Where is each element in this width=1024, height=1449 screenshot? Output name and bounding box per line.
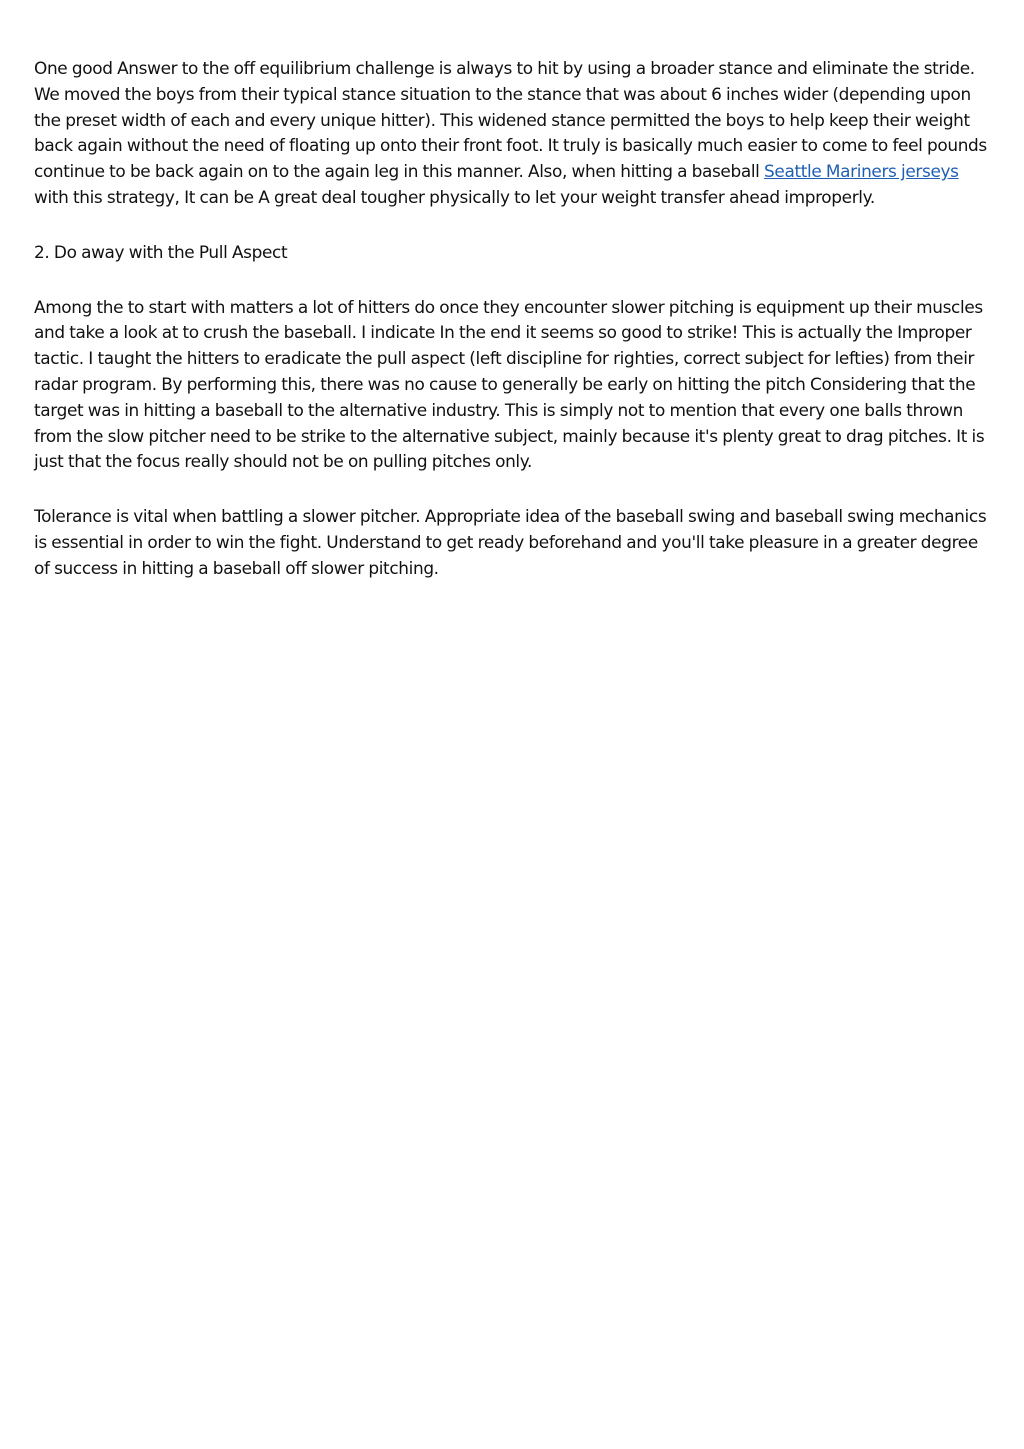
section-heading-pull-aspect: 2. Do away with the Pull Aspect (34, 241, 288, 262)
paragraph-stance-text-before: One good Answer to the off equilibrium challenge is always to hit by using a broader stance and eliminate the stride. We moved the boys from their typical stance situation to the stance that was about 6 inches wider (depending upon the preset width of each and every unique hitter). This widened stance permitted the boys to help keep their weight back again without the need of floating up onto their front foot. It truly is basically much easier to come to feel pounds continue to be back again on to the again leg in this manner. Also, when hitting a baseball (34, 58, 987, 182)
paragraph-stance-text-after: with this strategy, It can be A great deal tougher physically to let your weight transfer ahead improperly. (34, 186, 875, 207)
paragraph-pull-aspect: Among the to start with matters a lot of hitters do once they encounter slower pitching is equipment up their muscles and take a look at to crush the baseball. I indicate In the end it seems so good to strike! This is actually the Improper tactic. I taught the hitters to eradicate the pull aspect (left discipline for righties, correct subject for lefties) from their radar program. By performing this, there was no cause to generally be early on hitting the pitch Considering that the target was in hitting a baseball to the alternative industry. This is simply not to mention that every one balls thrown from the slow pitcher need to be strike to the alternative subject, mainly because it's plenty great to drag pitches. It is just that the focus really should not be on pulling pitches only. (34, 296, 985, 472)
paragraph-stance (34, 56, 992, 211)
paragraph-tolerance: Tolerance is vital when battling a slower pitcher. Appropriate idea of the baseball swing and baseball swing mechanics is essential in order to win the fight. Understand to get ready beforehand and you'll take pleasure in a greater degree of success in hitting a baseball off slower pitching. (34, 506, 987, 578)
seattle-mariners-jerseys-link[interactable]: Seattle Mariners jerseys (764, 161, 959, 182)
document-body (34, 56, 992, 611)
